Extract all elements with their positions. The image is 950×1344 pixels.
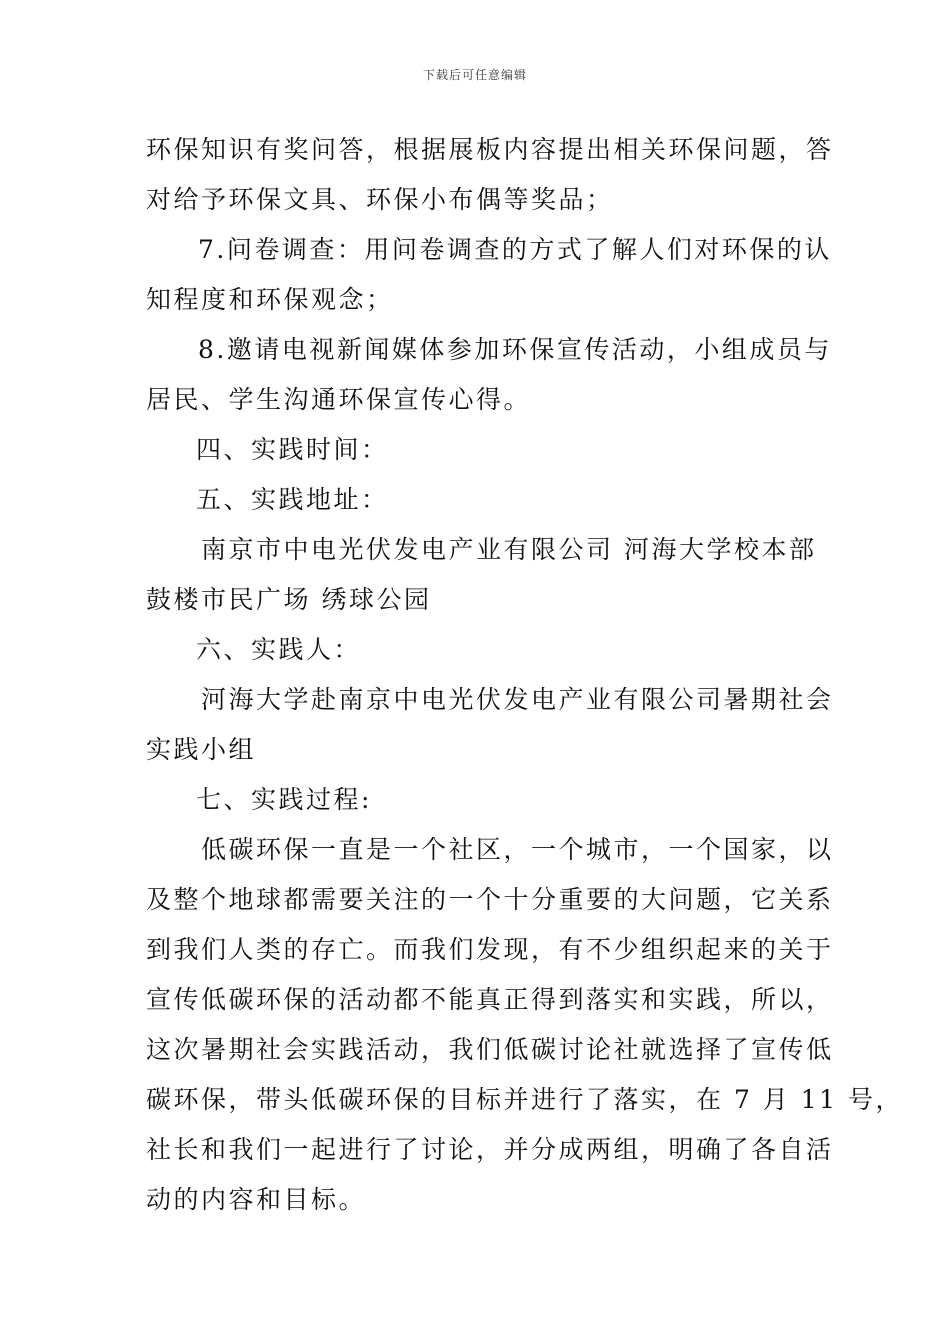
section-heading: 六、实践人： bbox=[196, 635, 362, 664]
body-line: 对给予环保文具、环保小布偶等奖品； bbox=[146, 185, 614, 214]
body-line: 低碳环保一直是一个社区，一个城市，一个国家，以 bbox=[201, 835, 834, 864]
body-line: 到我们人类的存亡。而我们发现，有不少组织起来的关于 bbox=[146, 935, 834, 964]
body-line: 居民、学生沟通环保宣传心得。 bbox=[146, 385, 532, 414]
section-heading: 七、实践过程: bbox=[196, 785, 372, 814]
body-line: 知程度和环保观念； bbox=[146, 285, 394, 314]
body-line: 河海大学赴南京中电光伏发电产业有限公司暑期社会 bbox=[201, 685, 834, 714]
body-line: 动的内容和目标。 bbox=[146, 1185, 367, 1214]
body-line: 7.问卷调查：用问卷调查的方式了解人们对环保的认 bbox=[198, 235, 832, 264]
body-line: 实践小组 bbox=[146, 735, 257, 764]
body-line: 碳环保，带头低碳环保的目标并进行了落实，在 7 月 11 号， bbox=[146, 1085, 904, 1114]
body-line: 南京市中电光伏发电产业有限公司 河海大学校本部 bbox=[201, 535, 817, 564]
body-line: 宣传低碳环保的活动都不能真正得到落实和实践，所以， bbox=[146, 985, 834, 1014]
body-line: 8.邀请电视新闻媒体参加环保宣传活动，小组成员与 bbox=[198, 335, 832, 364]
body-line: 鼓楼市民广场 绣球公园 bbox=[146, 585, 432, 614]
body-line: 及整个地球都需要关注的一个十分重要的大问题，它关系 bbox=[146, 885, 834, 914]
body-line: 环保知识有奖问答，根据展板内容提出相关环保问题，答 bbox=[146, 135, 834, 164]
page-header: 下载后可任意编辑 bbox=[422, 68, 527, 82]
body-line: 社长和我们一起进行了讨论，并分成两组，明确了各自活 bbox=[146, 1135, 834, 1164]
body-line: 这次暑期社会实践活动，我们低碳讨论社就选择了宣传低 bbox=[146, 1035, 834, 1064]
section-heading: 四、实践时间： bbox=[196, 435, 389, 464]
section-heading: 五、实践地址： bbox=[196, 485, 389, 514]
